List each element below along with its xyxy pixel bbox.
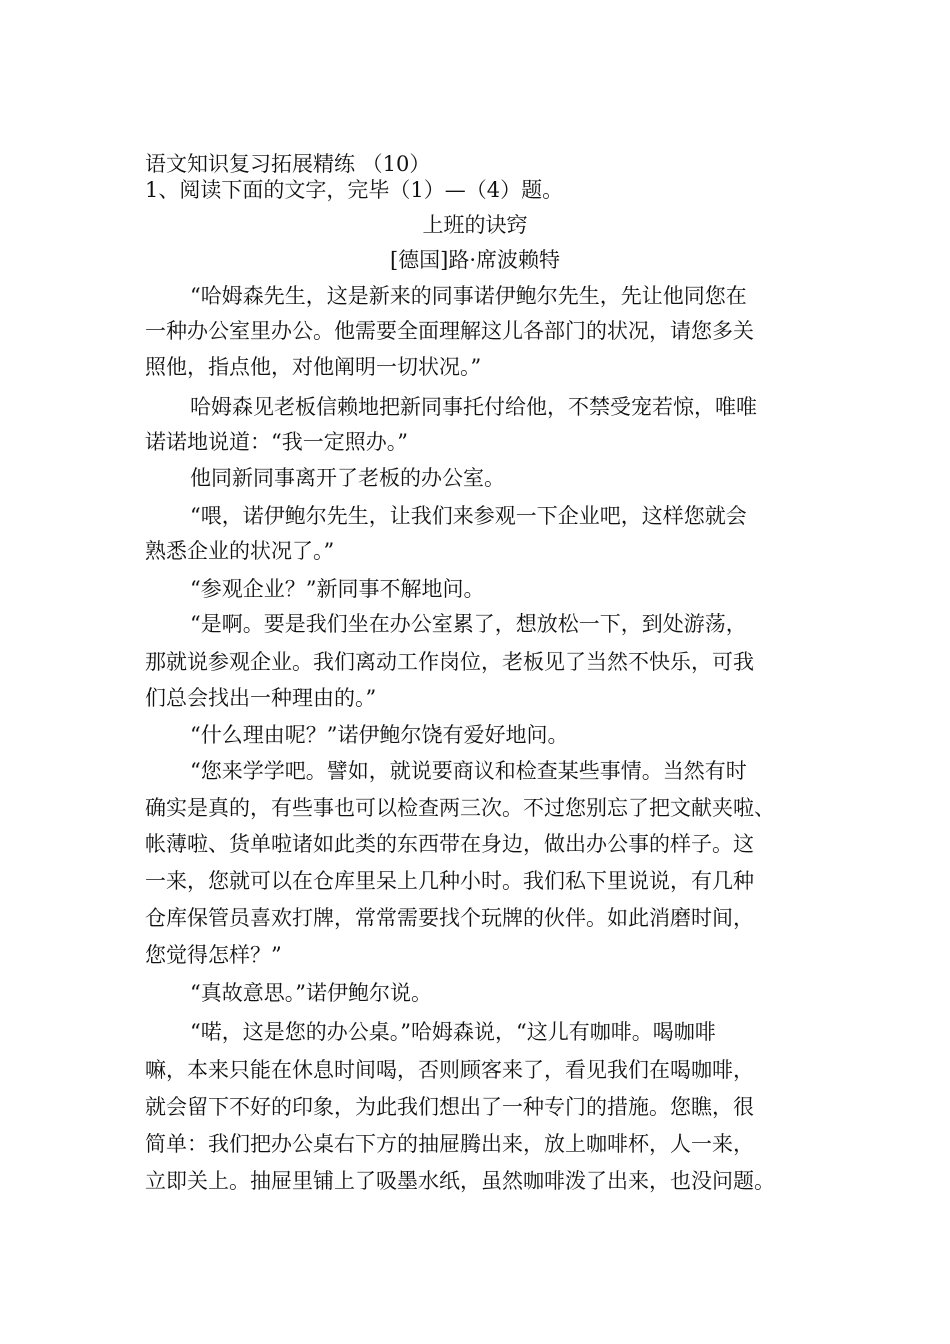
paragraph-line: 简单：我们把办公桌右下方的抽屉腾出来，放上咖啡杯，人一来，: [145, 1132, 754, 1156]
paragraph-line: “您来学学吧。譬如，就说要商议和检查某些事情。当然有时: [190, 759, 747, 783]
document-heading: 语文知识复习拓展精练 （10）: [145, 152, 431, 176]
paragraph-line: 们总会找出一种理由的。”: [145, 686, 377, 710]
paragraph-line: 诺诺地说道：“我一定照办。”: [145, 430, 408, 454]
story-title: 上班的诀窍: [422, 213, 528, 237]
paragraph-line: 帐薄啦、货单啦诸如此类的东西带在身边，做出办公事的样子。这: [145, 832, 754, 856]
paragraph-line: “是啊。要是我们坐在办公室累了，想放松一下，到处游荡，: [190, 612, 747, 636]
paragraph-line: 就会留下不好的印象，为此我们想出了一种专门的措施。您瞧，很: [145, 1095, 754, 1119]
paragraph-line: 哈姆森见老板信赖地把新同事托付给他，不禁受宠若惊，唯唯: [190, 395, 757, 419]
paragraph-line: 仓库保管员喜欢打牌，常常需要找个玩牌的伙伴。如此消磨时间，: [145, 906, 754, 930]
paragraph-line: 熟悉企业的状况了。”: [145, 539, 335, 563]
paragraph-line: “什么理由呢？”诺伊鲍尔饶有爱好地问。: [190, 723, 569, 747]
paragraph-line: 他同新同事离开了老板的办公室。: [190, 466, 505, 490]
paragraph-line: 照他，指点他，对他阐明一切状况。”: [145, 355, 482, 379]
story-author: [德国]路·席波赖特: [389, 248, 561, 272]
question-prompt: 1、阅读下面的文字，完毕（1）—（4）题。: [145, 178, 564, 202]
paragraph-line: “喏，这是您的办公桌。”哈姆森说，“这儿有咖啡。喝咖啡: [190, 1020, 716, 1044]
paragraph-line: 立即关上。抽屉里铺上了吸墨水纸，虽然咖啡泼了出来，也没问题。: [145, 1169, 775, 1193]
paragraph-line: “参观企业？”新同事不解地问。: [190, 577, 485, 601]
paragraph-line: “喂，诺伊鲍尔先生，让我们来参观一下企业吧，这样您就会: [190, 504, 747, 528]
paragraph-line: 那就说参观企业。我们离动工作岗位，老板见了当然不快乐，可我: [145, 650, 754, 674]
paragraph-line: 确实是真的，有些事也可以检查两三次。不过您别忘了把文献夹啦、: [145, 796, 775, 820]
paragraph-line: 您觉得怎样？”: [145, 943, 282, 967]
paragraph-line: 嘛，本来只能在休息时间喝，否则顾客来了，看见我们在喝咖啡，: [145, 1058, 754, 1082]
paragraph-line: “真故意思。”诺伊鲍尔说。: [190, 981, 432, 1005]
paragraph-line: 一来，您就可以在仓库里呆上几种小时。我们私下里说说，有几种: [145, 869, 754, 893]
paragraph-line: 一种办公室里办公。他需要全面理解这儿各部门的状况，请您多关: [145, 319, 754, 343]
paragraph-line: “哈姆森先生，这是新来的同事诺伊鲍尔先生，先让他同您在: [190, 284, 747, 308]
